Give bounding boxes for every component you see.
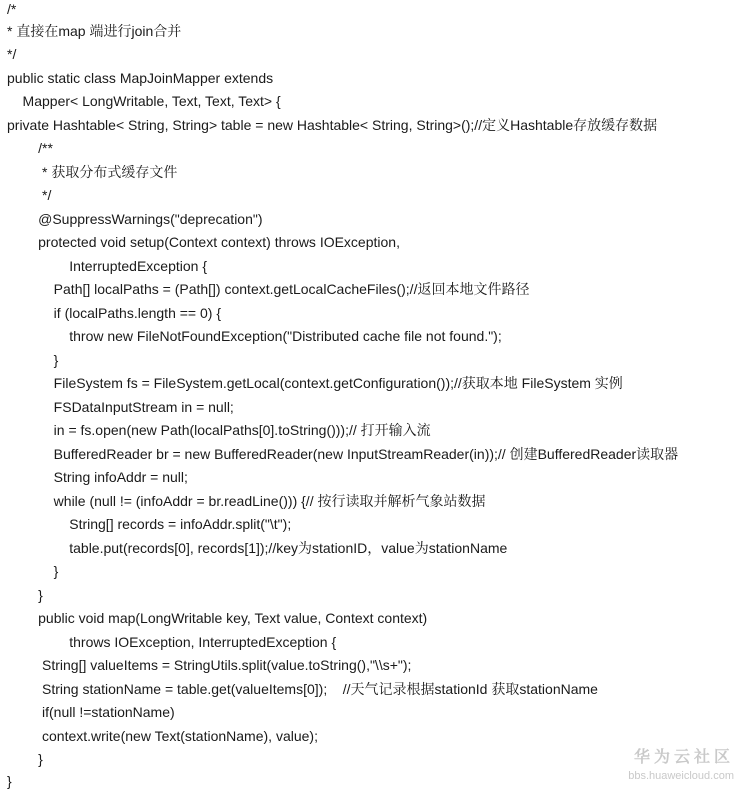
code-line: Mapper< LongWritable, Text, Text, Text> { xyxy=(7,93,281,109)
code-line: FileSystem fs = FileSystem.getLocal(context.getConfiguration());//获取本地 FileSystem 实例 xyxy=(7,375,623,391)
code-line: throws IOException, InterruptedException { xyxy=(7,634,337,650)
code-line: /* xyxy=(7,1,17,17)
code-line: FSDataInputStream in = null; xyxy=(7,399,234,415)
code-line: in = fs.open(new Path(localPaths[0].toString()));// 打开输入流 xyxy=(7,422,431,438)
code-line: } xyxy=(7,563,59,579)
code-line: public void map(LongWritable key, Text value, Context context) xyxy=(7,610,428,626)
watermark-url: bbs.huaweicloud.com xyxy=(628,770,734,782)
code-line: */ xyxy=(7,46,17,62)
code-line: * 获取分布式缓存文件 xyxy=(7,164,178,180)
code-line: * 直接在map 端进行join合并 xyxy=(7,23,182,39)
code-line: InterruptedException { xyxy=(7,258,207,274)
code-line: String[] records = infoAddr.split("\t"); xyxy=(7,516,292,532)
code-line: String infoAddr = null; xyxy=(7,469,188,485)
code-line: throw new FileNotFoundException("Distributed cache file not found."); xyxy=(7,328,502,344)
code-line: table.put(records[0], records[1]);//key为stationID，value为stationName xyxy=(7,540,508,556)
code-line: } xyxy=(7,587,43,603)
code-line: String stationName = table.get(valueItems[0]); //天气记录根据stationId 获取stationName xyxy=(7,681,598,697)
code-line: } xyxy=(7,773,12,789)
code-line: protected void setup(Context context) throws IOException, xyxy=(7,234,400,250)
code-line: /** xyxy=(7,140,53,156)
watermark-title: 华为云社区 xyxy=(633,749,734,766)
code-line: Path[] localPaths = (Path[]) context.getLocalCacheFiles();//返回本地文件路径 xyxy=(7,281,530,297)
code-line: private Hashtable< String, String> table = new Hashtable< String, String>();//定义Hashtable存放缓存数据 xyxy=(7,117,658,133)
watermark xyxy=(628,749,734,783)
code-line: BufferedReader br = new BufferedReader(new InputStreamReader(in));// 创建BufferedReader读取器 xyxy=(7,446,679,462)
code-line: context.write(new Text(stationName), value); xyxy=(7,728,318,744)
code-line: */ xyxy=(7,187,52,203)
code-line: @SuppressWarnings("deprecation") xyxy=(7,211,263,227)
code-line: if(null !=stationName) xyxy=(7,704,175,720)
code-line: String[] valueItems = StringUtils.split(value.toString(),"\\s+"); xyxy=(7,657,412,673)
code-line: } xyxy=(7,352,59,368)
code-line: if (localPaths.length == 0) { xyxy=(7,305,221,321)
code-line: } xyxy=(7,751,43,767)
code-line: while (null != (infoAddr = br.readLine())) {// 按行读取并解析气象站数据 xyxy=(7,493,486,509)
code-line: public static class MapJoinMapper extends xyxy=(7,70,274,86)
